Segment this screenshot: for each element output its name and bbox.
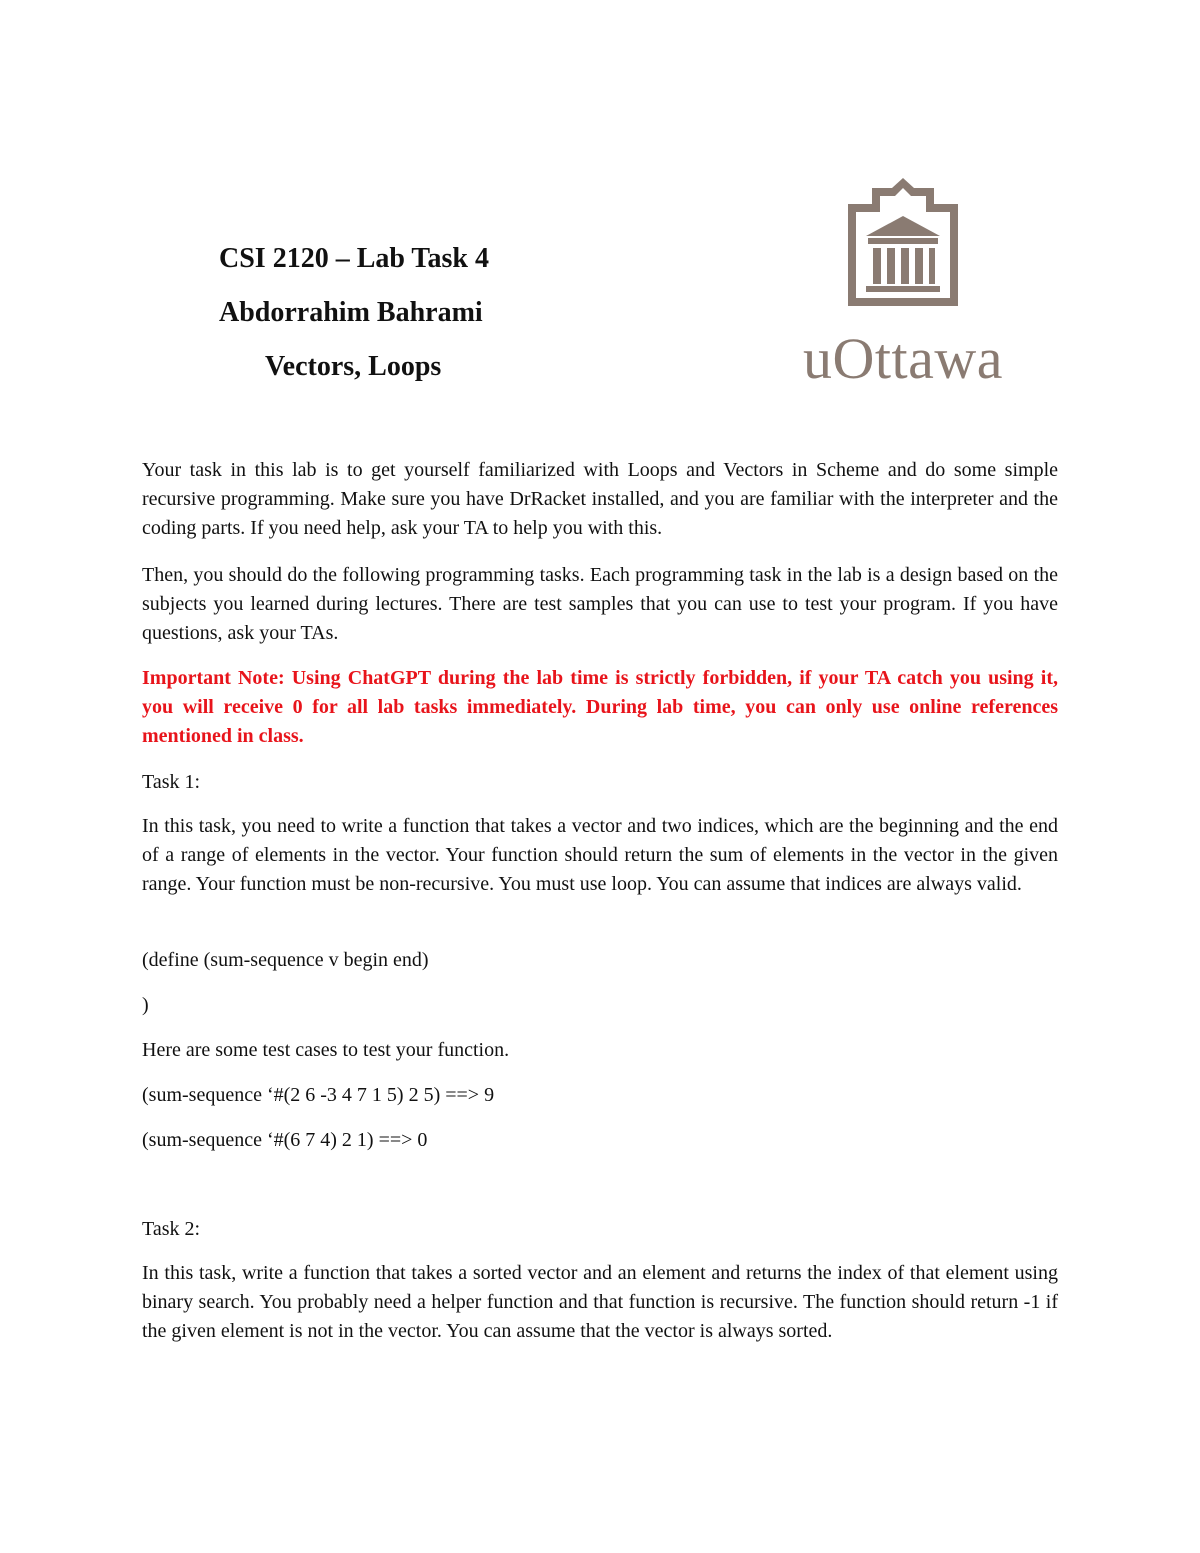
task2-heading: Task 2: <box>142 1218 201 1240</box>
task1-description: In this task, you need to write a function that takes a vector and two indices, which are the beginning and the end of a range of elements in the vector. Your function should return the sum of elements in the vector in the given range. Your function must be non-recursive. You must use loop. You can assume that indices are always valid. <box>142 815 1058 895</box>
task1-test-2: (sum-sequence ‘#(6 7 4) 2 1) ==> 0 <box>142 1129 428 1151</box>
document-title: CSI 2120 – Lab Task 4 <box>219 243 490 274</box>
task1-test-1: (sum-sequence ‘#(2 6 -3 4 7 1 5) 2 5) ==> 9 <box>142 1084 495 1106</box>
intro-paragraph-2: Then, you should do the following programming tasks. Each programming task in the lab is a design based on the subjects you learned during lectures. There are test samples that you can use to test your program. If you have questions, ask your TAs. <box>142 564 1058 644</box>
task1-code-close: ) <box>142 994 149 1016</box>
university-building-icon <box>772 178 1034 318</box>
intro-paragraph-1: Your task in this lab is to get yourself familiarized with Loops and Vectors in Scheme and do some simple recursive programming. Make sure you have DrRacket installed, and you are familiar with the interpreter and the coding parts. If you need help, ask your TA to help you with this. <box>142 459 1058 539</box>
document-subtitle: Vectors, Loops <box>265 351 442 382</box>
task1-heading: Task 1: <box>142 771 201 793</box>
uottawa-wordmark: uOttawa <box>803 326 1003 391</box>
task2-description: In this task, write a function that takes a sorted vector and an element and returns the index of that element using binary search. You probably need a helper function and that function is recursive. The function should return -1 if the given element is not in the vector. You can assume that the vector is always sorted. <box>142 1262 1058 1342</box>
task1-tests-intro: Here are some test cases to test your function. <box>142 1039 510 1061</box>
author-name: Abdorrahim Bahrami <box>219 297 483 328</box>
task1-code-define: (define (sum-sequence v begin end) <box>142 949 429 971</box>
uottawa-logo <box>772 178 1034 400</box>
important-note: Important Note: Using ChatGPT during the lab time is strictly forbidden, if your TA catch you using it, you will receive 0 for all lab tasks immediately. During lab time, you can only use online references mentioned in class. <box>142 667 1058 747</box>
